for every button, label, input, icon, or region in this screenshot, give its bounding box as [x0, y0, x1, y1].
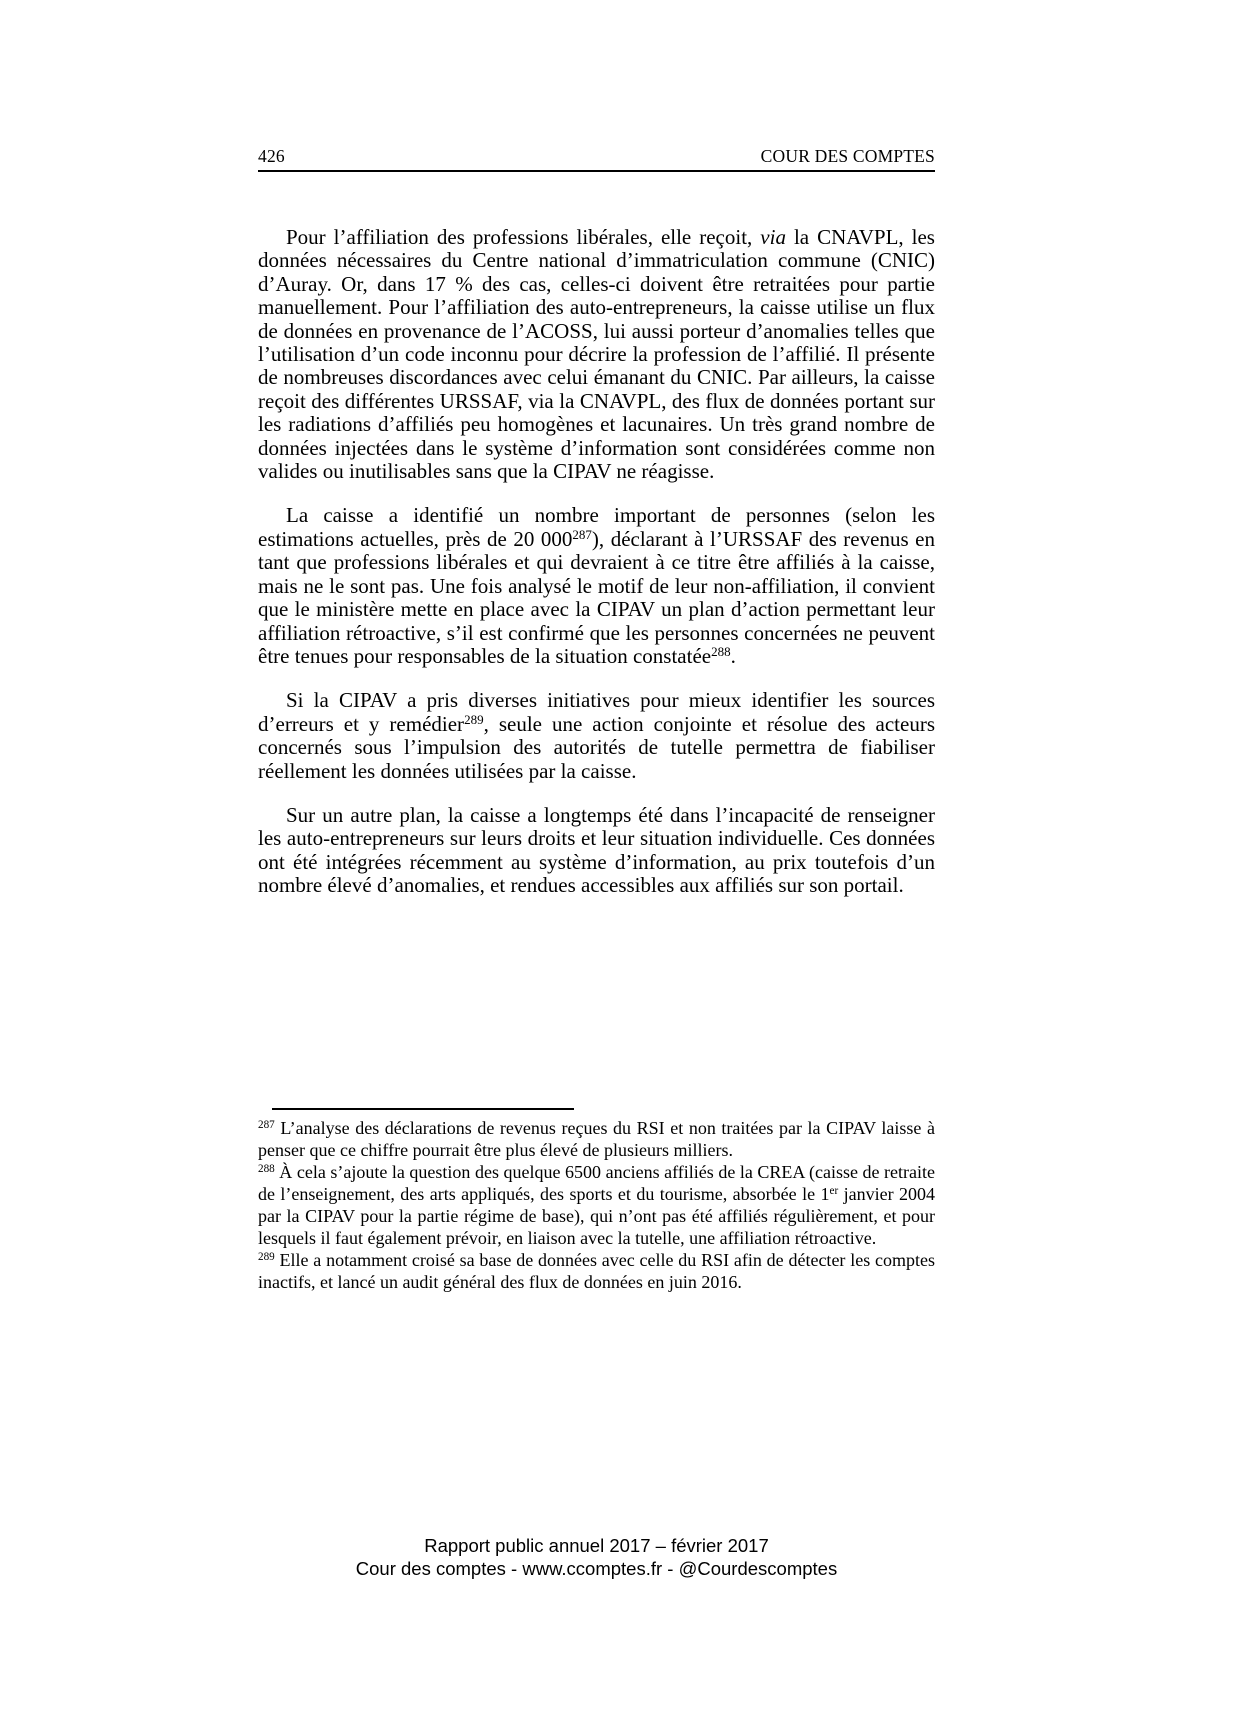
- text-run: ), déclarant à l’URSSAF des revenus en tant que professions libérales et qui devraient à ce titre être affiliés à la caisse, mais ne le sont pas. Une fois analysé le motif de leur non-affiliation, il convient que le ministère mette en place avec la CIPAV un plan d’action permettant leur affiliation rétroactive, s’il est confirmé que les personnes concernées ne peuvent être tenues pour responsables de la situation constatée: [258, 526, 935, 668]
- footnote: [258, 1117, 935, 1161]
- text-run: Elle a notamment croisé sa base de données avec celle du RSI afin de détecter les comptes inactifs, et lancé un audit général des flux de données en juin 2016.: [258, 1250, 935, 1292]
- text-run: À cela s’ajoute la question des quelque 6500 anciens affiliés de la CREA (caisse de retraite de l’enseignement, des arts appliqués, des sports et du tourisme, absorbée le 1: [258, 1162, 935, 1204]
- paragraph: [258, 804, 935, 898]
- superscript-reference: er: [829, 1184, 839, 1197]
- page-footer: [258, 1534, 935, 1580]
- footnote: [258, 1249, 935, 1293]
- superscript-reference: 288: [711, 643, 731, 659]
- footnote-marker: 289: [258, 1250, 275, 1263]
- text-run: L’analyse des déclarations de revenus reçues du RSI et non traitées par la CIPAV laisse à penser que ce chiffre pourrait être plus élevé de plusieurs milliers.: [258, 1118, 935, 1160]
- page-content-column: [258, 0, 935, 919]
- footnote-marker: 288: [258, 1162, 275, 1175]
- page-header: [258, 146, 935, 167]
- footnotes-list: [258, 1117, 935, 1293]
- footer-line-2: Cour des comptes - www.ccomptes.fr - @Courdescomptes: [355, 1558, 838, 1579]
- text-run: , seule une action conjointe et résolue des acteurs concernés sous l’impulsion des autorités de tutelle permettra de fiabiliser réellement les données utilisées par la caisse.: [258, 711, 935, 783]
- text-run: Pour l’affiliation des professions libérales, elle reçoit,: [286, 225, 761, 249]
- paragraph: [258, 504, 935, 668]
- paragraph: [258, 226, 935, 483]
- footnote-separator: [272, 1108, 574, 1110]
- text-run: janvier 2004 par la CIPAV pour la partie régime de base), qui n’ont pas été affiliés régulièrement, et pour lesquels il faut également prévoir, en liaison avec la tutelle, une affiliation rétroactive.: [258, 1184, 936, 1248]
- text-run: la CNAVPL, les données nécessaires du Centre national d’immatriculation commune (CNIC) d’Auray. Or, dans 17 % des cas, celles-ci doivent être retraitées pour partie manuellement. Pour l’affiliation des auto-entrepreneurs, la caisse utilise un flux de données en provenance de l’ACOSS, lui aussi porteur d’anomalies telles que l’utilisation d’un code inconnu pour décrire la profession de l’affilié. Il présente de nombreuses discordances avec celui émanant du CNIC. Par ailleurs, la caisse reçoit des différentes URSSAF, via la CNAVPL, des flux de données portant sur les radiations d’affiliés peu homogènes et lacunaires. Un très grand nombre de données injectées dans le système d’information sont considérées comme non valides ou inutilisables sans que la CIPAV ne réagisse.: [258, 225, 935, 484]
- footnote-marker: 287: [258, 1118, 275, 1131]
- footnotes-section: [258, 1108, 935, 1293]
- footer-line-1: Rapport public annuel 2017 – février 2017: [424, 1535, 769, 1556]
- text-run: .: [730, 643, 736, 668]
- body-paragraphs: [258, 226, 935, 898]
- text-run: Sur un autre plan, la caisse a longtemps été dans l’incapacité de renseigner les auto-entrepreneurs sur leurs droits et leur situation individuelle. Ces données ont été intégrées récemment au système d’information, au prix toutefois d’un nombre élevé d’anomalies, et rendues accessibles aux affiliés sur son portail.: [258, 802, 935, 898]
- superscript-reference: 289: [464, 711, 484, 727]
- italic-text: via: [760, 225, 786, 249]
- superscript-reference: 287: [572, 526, 592, 542]
- header-rule: [258, 170, 935, 172]
- text-run: La caisse a identifié un nombre important de personnes (selon les estimations actuelles, près de 20 000: [258, 503, 935, 551]
- running-title: COUR DES COMPTES: [760, 146, 935, 166]
- paragraph: [258, 689, 935, 783]
- footnote: [258, 1161, 935, 1249]
- page-number: 426: [258, 146, 285, 166]
- text-run: Si la CIPAV a pris diverses initiatives pour mieux identifier les sources d’erreurs et y remédier: [258, 688, 935, 736]
